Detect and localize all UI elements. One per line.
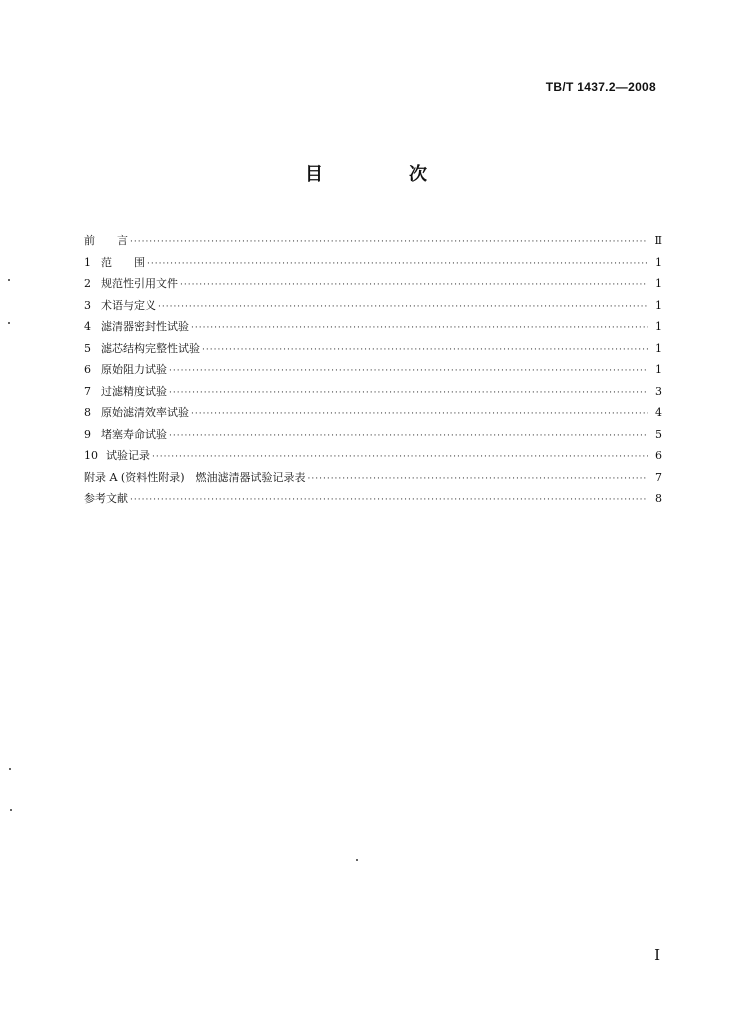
toc-entry-label: 试验记录 [106, 449, 150, 462]
toc-entry-page: 1 [655, 341, 662, 355]
scan-speck [10, 809, 12, 811]
toc-entry-page: 1 [655, 277, 662, 290]
toc-entry[interactable] [84, 296, 662, 318]
toc-entry-label: 原始滤清效率试验 [101, 406, 189, 419]
page-number: I [654, 946, 660, 964]
toc-dot-leader [152, 448, 648, 468]
toc-entry-page: 8 [655, 492, 662, 505]
toc-entry-label: 术语与定义 [101, 298, 156, 312]
toc-entry-number: 4 [84, 320, 91, 333]
toc-entry-label: 前 言 [84, 234, 128, 247]
toc-entry[interactable] [84, 253, 662, 275]
toc-entry-number: 5 [84, 341, 91, 355]
toc-entry-label: 过滤精度试验 [101, 384, 167, 398]
scan-speck [9, 768, 11, 770]
scan-speck [356, 859, 358, 861]
table-of-contents [84, 231, 662, 511]
scan-speck [8, 279, 10, 281]
toc-dot-leader [130, 233, 648, 253]
toc-entry-label: 滤芯结构完整性试验 [101, 341, 200, 355]
toc-dot-leader [169, 427, 648, 447]
toc-entry-page: 1 [655, 363, 662, 376]
toc-dot-leader [202, 341, 648, 361]
scan-speck [8, 322, 10, 324]
toc-entry[interactable] [84, 274, 662, 296]
page-title: 目 次 [305, 164, 461, 185]
toc-entry[interactable] [84, 468, 662, 490]
toc-dot-leader [308, 470, 648, 490]
toc-entry-page: 3 [655, 384, 662, 398]
toc-entry-label: 规范性引用文件 [101, 277, 178, 290]
toc-entry[interactable] [84, 446, 662, 468]
toc-entry-page: 1 [655, 255, 662, 269]
toc-entry[interactable] [84, 317, 662, 339]
toc-entry[interactable] [84, 489, 662, 511]
toc-dot-leader [158, 298, 648, 318]
toc-entry[interactable] [84, 339, 662, 361]
toc-entry-page: 1 [655, 320, 662, 333]
toc-entry-label: 堵塞寿命试验 [101, 427, 167, 441]
toc-entry-label: 滤清器密封性试验 [101, 320, 189, 333]
toc-entry-page: 5 [655, 427, 662, 441]
toc-entry-number: 7 [84, 384, 91, 398]
toc-dot-leader [191, 405, 648, 425]
toc-entry[interactable] [84, 360, 662, 382]
toc-entry-page: 7 [655, 470, 662, 484]
toc-entry-number: 9 [84, 427, 91, 441]
toc-entry-page: 4 [655, 406, 662, 419]
toc-entry-number: 3 [84, 298, 91, 312]
toc-entry-number: 2 [84, 277, 91, 290]
toc-dot-leader [191, 319, 648, 339]
toc-entry[interactable] [84, 425, 662, 447]
toc-entry-number: 8 [84, 406, 91, 419]
toc-dot-leader [130, 491, 648, 511]
toc-dot-leader [147, 255, 648, 275]
toc-entry[interactable] [84, 231, 662, 253]
toc-entry-page: 6 [655, 449, 662, 462]
document-code: TB/T 1437.2—2008 [545, 80, 656, 94]
toc-dot-leader [180, 276, 648, 296]
toc-entry-number: 1 [84, 255, 91, 269]
toc-entry-number: 6 [84, 363, 91, 376]
toc-entry-label: 原始阻力试验 [101, 363, 167, 376]
toc-dot-leader [169, 384, 648, 404]
toc-dot-leader [169, 362, 648, 382]
toc-entry-page: Ⅱ [654, 234, 662, 247]
toc-entry-label: 参考文献 [84, 492, 128, 505]
toc-entry-number: 10 [84, 449, 98, 462]
toc-entry[interactable] [84, 382, 662, 404]
toc-entry-label: 附录 A (资料性附录) 燃油滤清器试验记录表 [84, 470, 306, 484]
toc-entry-page: 1 [655, 298, 662, 312]
toc-entry-label: 范 围 [101, 255, 145, 269]
toc-entry[interactable] [84, 403, 662, 425]
